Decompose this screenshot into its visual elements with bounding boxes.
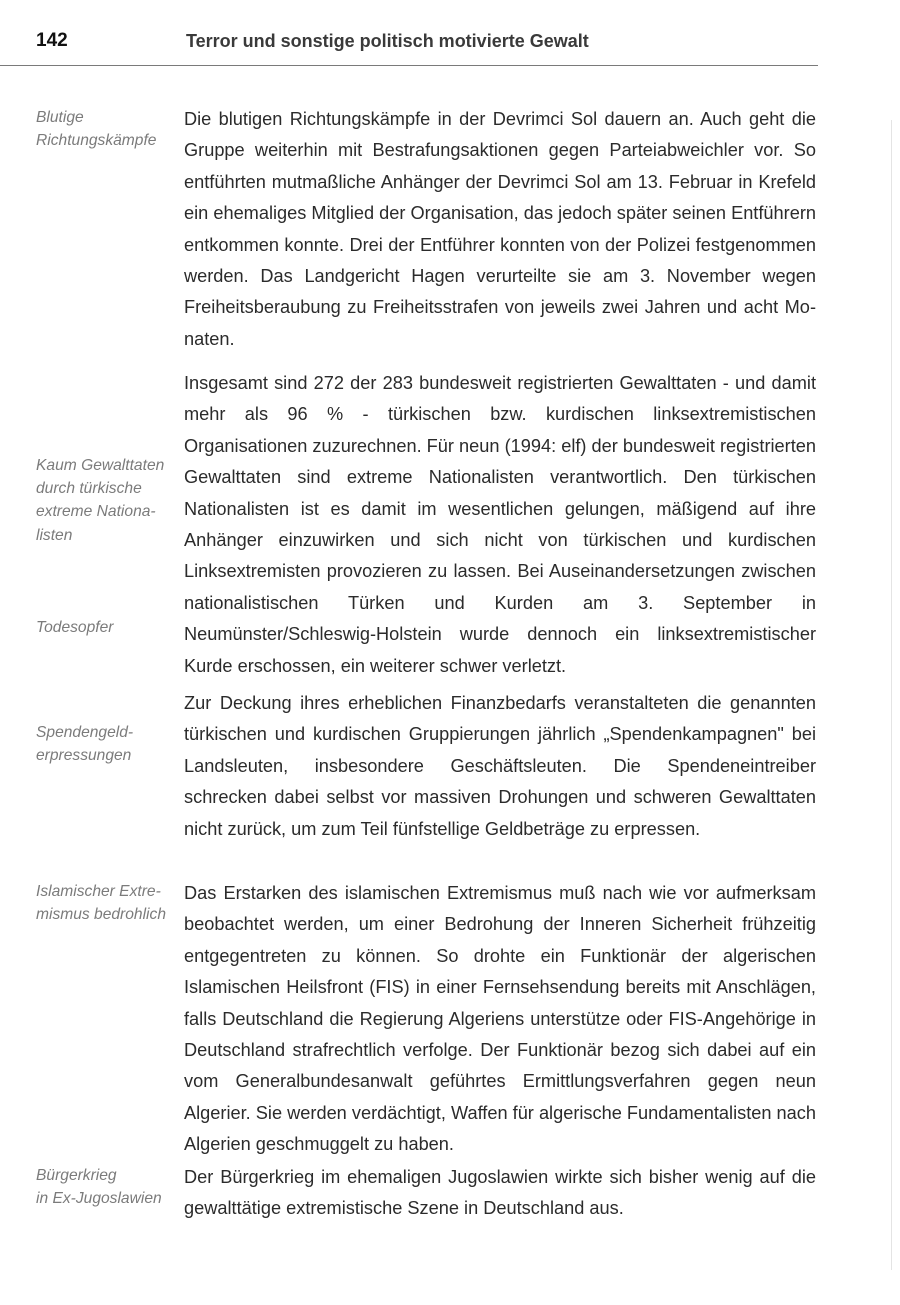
page-header <box>0 0 900 80</box>
margin-note-line: listen <box>36 526 73 544</box>
margin-note-kaum-gewalttaten <box>36 454 186 547</box>
margin-note-line: Kaum Gewalttaten <box>36 457 165 474</box>
margin-note-line: extreme Nationa- <box>36 503 156 521</box>
page-edge-line <box>891 120 892 1270</box>
page-number: 142 <box>36 30 68 51</box>
margin-note-line: Bürgerkrieg <box>36 1167 117 1184</box>
margin-note-islamischer-extremismus <box>36 880 186 926</box>
margin-note-line: erpressungen <box>36 747 132 765</box>
paragraph-devrimci-sol: Die blutigen Richtungskämpfe in der Devrimci Sol dauern an. Auch geht die Gruppe weiterhin mit Bestrafungsaktionen gegen Parteiabweichler vor. So entführten mutmaßliche Anhänger der Devrimci Sol am 13. Februar in Krefeld ein ehemaliges Mitglied der Organisation, das jedoch später seinen Entführern entkommen konnte. Drei der Entführer konnten von der Polizei festgenommen werden. Das Landgericht Hagen verurteilte sie am 3. November wegen Freiheitsberaubung zu Freiheitsstrafen von jeweils zwei Jahren und acht Monaten. <box>184 109 816 349</box>
margin-note-todesopfer <box>36 616 186 639</box>
running-title: Terror und sonstige politisch motivierte Gewalt <box>186 31 589 51</box>
paragraph-buergerkrieg: Der Bürgerkrieg im ehemaligen Jugoslawien wirkte sich bisher wenig auf die gewalttätige extremistische Szene in Deutschland aus. <box>184 1167 816 1219</box>
header-rule <box>0 65 818 66</box>
margin-note-line: mismus bedrohlich <box>36 906 166 924</box>
margin-note-line: Richtungskämpfe <box>36 132 157 150</box>
margin-note-line: Todesopfer <box>36 619 114 636</box>
margin-note-blutige-richtungskaempfe <box>36 106 186 152</box>
margin-note-line: Islamischer Extre- <box>36 883 161 900</box>
margin-note-line: durch türkische <box>36 480 142 498</box>
margin-note-line: Blutige <box>36 109 84 126</box>
paragraph-spendenkampagnen: Zur Deckung ihres erheblichen Finanzbedarfs veranstalteten die genannten türkischen und kurdischen Gruppierungen jährlich „Spendenkampagnen" bei Landsleuten, insbesondere Geschäftsleuten. Die Spendeneintreiber schrecken dabei selbst vor massiven Drohungen und schweren Gewalttaten nicht zurück, um zum Teil fünfstellige Geldbeträge zu erpressen. <box>184 693 816 839</box>
paragraph-gewalttaten-statistik: Insgesamt sind 272 der 283 bundesweit registrierten Gewalttaten - und damit mehr als 96 % - türkischen bzw. kurdischen linksextremistischen Organisationen zuzurechnen. Für neun (1994: elf) der bundesweit registrierten Gewalttaten sind extreme Nationalisten verantwortlich. Den türkischen Nationalisten ist es damit im wesentlichen gelungen, mäßigend auf ihre Anhänger einzuwirken und sich nicht von türkischen und kurdischen Linksextremisten provozieren zu lassen. Bei Auseinandersetzungen zwischen nationalistischen Türken und Kurden am 3. September in Neumünster/Schleswig-Holstein wurde dennoch ein linksextremistischer Kurde erschossen, ein weiterer schwer verletzt. <box>184 373 816 676</box>
margin-note-buergerkrieg <box>36 1164 186 1210</box>
margin-note-spendengelderpressungen <box>36 721 186 767</box>
margin-note-line: Spendengeld- <box>36 724 134 741</box>
paragraph-islamischer-extremismus: Das Erstarken des islamischen Extremismus muß nach wie vor aufmerksam beobachtet werden, um einer Bedrohung der Inneren Sicherheit frühzeitig entgegentreten zu können. So drohte ein Funktionär der algerischen Islamischen Heilsfront (FIS) in einer Fernsehsendung bereits mit Anschlägen, falls Deutschland die Regierung Algeriens unterstütze oder FIS-Angehörige in Deutschland strafrechtlich verfolge. Der Funktionär bezog sich dabei auf ein vom Generalbundesanwalt geführtes Ermittlungsverfahren gegen neun Algerier. Sie werden verdächtigt, Waffen für algerische Fundamentalisten nach Algerien geschmuggelt zu haben. <box>184 883 816 1155</box>
margin-note-line: in Ex-Jugoslawien <box>36 1190 162 1208</box>
